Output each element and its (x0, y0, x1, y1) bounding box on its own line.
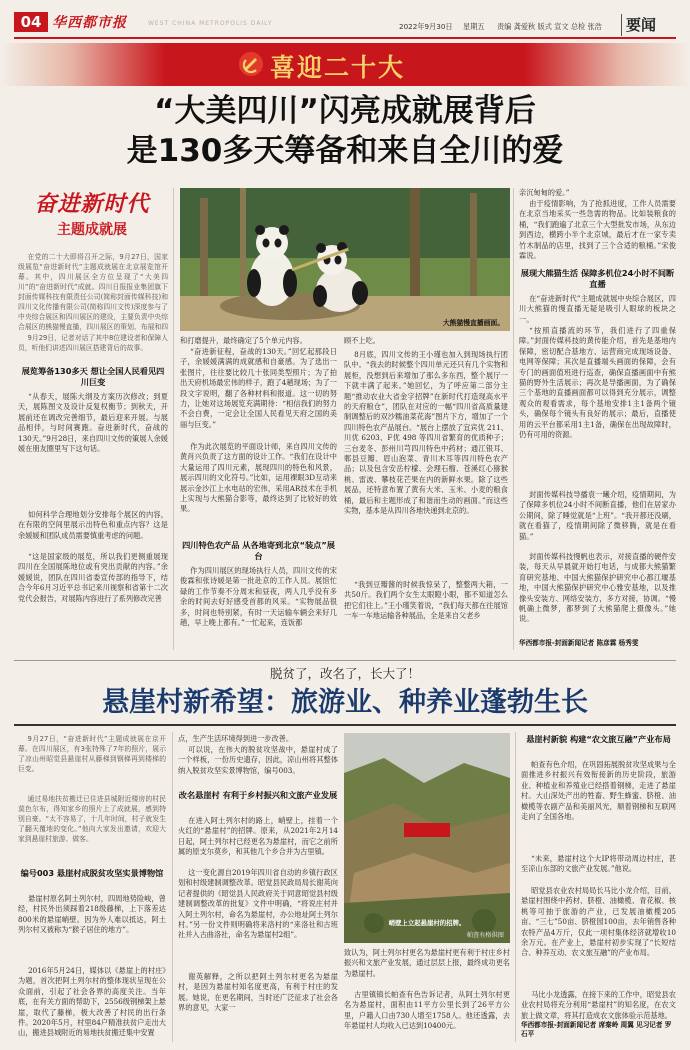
story2-intro-2: 通过易地扶贫搬迁已住进县城附近楼房的村民莫色尔布，得知家乡的照片上了成就展，感到特别自豪。“太不容易了，十几年时间，村子就发生了翻天覆地的变化。”他向大家发出邀请，欢迎大家到悬崖村旅游、做客。 (18, 795, 166, 843)
story1-col4-a: 亲沉甸甸的爱。” (519, 188, 570, 197)
cliff-photo-caption: 峭壁上立起悬崖村的招牌。 (388, 919, 466, 927)
story2-col2-b: 可以说，在伟大的脱贫攻坚战中，悬崖村成了一个样板，一份历史遗存，因此，凉山州将其整体纳入脱贫攻坚实景博物馆，编号003。 (178, 745, 338, 775)
page-number-badge: 04 (14, 12, 48, 32)
story2-col1-b: 2016年5月24日，媒体以《悬崖上的村庄》为题，首次把阿土列尔村的整体现状呈现在公众面前，引起了社会各界的高度关注。当年底，在有关方面的帮助下，2556级钢梯架上悬崖，取代了藤梯，极大改善了村民的出行条件。2020年5月，村里84户精准扶贫户走出大山，搬进县城附近的易地扶贫搬迁集中安置 (18, 966, 166, 1038)
story1-col3-a: 顾不上吃。 (344, 336, 380, 345)
cliff-village-photo (344, 733, 510, 943)
story2-col2-d: 这一变化源自2019年四川省自动的乡镇行政区划和村级建制调整改革。昭觉县民政局局长谢英向记者提供的《昭觉县人民政府关于同意昭觉县村级建制调整改革的批复》文件中明确，“将说庄村并入阿土列尔村，命名为悬崖村，办公地址阿土列尔村。”另一份文件则明确将来洛村的“来洛社和古班社并入古曲洛社，命名为悬崖村2组”。 (178, 868, 338, 940)
story1-col1-p1: “从春天，展陈大纲及方案历次修改；到夏天，展陈图文及设计反复权衡节；到秋天，开展前还在调改完善细节，最后迎来开展。与展品相伴，与时间赛跑。奋进新时代，奋战的130天。”9月28日，来自四川文传的策展人余媛媛在朋友圈里写下这句话。 (18, 392, 168, 454)
column-rule (515, 732, 516, 1042)
headline-line-1: “大美四川”闪亮成就展背后 (154, 93, 536, 129)
issue-weekday: 星期五 (463, 22, 485, 31)
story2-intro: 9月27日，“奋进新时代”主题成就展在京开幕。在四川展区，有3张特殊了7年的照片，展示了凉山州昭觉县悬崖村从藤梯到钢梯再到楼梯的巨变。 (18, 735, 166, 773)
story2-col2-c: 在进入阿土列尔村的路上，峭壁上，挂着一个火红的“悬崖村”的招牌。原来，从2021年2月14日起，阿土列尔村已经更名为悬崖村，而它之前所属的原支尔莫乡，和其他几个乡合并为古里镇。 (178, 816, 338, 857)
story2-col3-a: 致认为，阿土列尔村更名为悬崖村更有利于村庄乡村振兴和文旅产业发展，通过层层上报，最终成功更名为悬崖村。 (344, 948, 510, 978)
story2-col4-d: 马比小龙透露，在接下来的工作中，昭觉县农业农村局将充分利用“悬崖村”的知名度，在农文旅上做文章，将其打造成农文旅体验示范基地。 (521, 990, 676, 1020)
story1-col1-p2: 如何科学合理地划分安排每个展区的内容，在有限的空间里展示出特色和重点内容？这是余媛媛和团队成员需要慎重考虑的问题。 (18, 510, 168, 540)
story1-intro-2: 9月29日，记者对话了其中8位建设者和保障人员，听他们讲述四川展区搭建背后的故事。 (18, 334, 168, 352)
story1-col4-f: 封面传媒科技慢帆也表示，对接直播的硬件安装，每天从早晨就开始打电话，与成都大熊猫繁育研究基地、中国大熊猫保护研究中心都江堰基地，中国大熊猫保护研究中心雅安基地，以及推像头安装方、网络安装方，多方对接，协调。“慢帆确上微梦，都梦到了大熊猫爬上摄像头。”她说。 (519, 552, 676, 624)
story2-col1-a: 悬崖村原名阿土列尔村，四周地势险峻，曾经，村民外出须踩着218级藤梯，上下落差达800米的悬崖峭壁。因为外人难以抵达，阿土列尔村又被称为“猴子居住的地方”。 (18, 894, 166, 935)
section-separator-line (14, 660, 676, 661)
cliff-photo-credit: 帕查有格供图 (466, 932, 504, 939)
story1-subheading-1: 展览筹备130多天 想让全国人民看见四川巨变 (21, 366, 165, 387)
story2-col4-a: 帕查有色介绍，在巩固拓展脱贫攻坚成果与全面推进乡村振兴有效衔接新的历史阶段，旅游业、种植业和养殖业已经搭着钢梯，走进了悬崖村。大山深处产出的牲畜、野生蜂蜜、脐橙、油橄榄等农副产品和美丽风光，顺着钢梯和互联网走向了全国各地。 (521, 760, 676, 822)
paper-name-en: WEST CHINA METROPOLIS DAILY (148, 20, 273, 27)
panda-scene-illustration (180, 188, 510, 331)
story1-col2-c: 作为此次展览的平面设计师，来自四川文传的黄肖兴负责了这方面的设计工作。“我们在设计中大量运用了四川元素，展现四川的特色和风景，展示四川的文化符号。”比如，运用裸眼3D互动来展示金沙江上水电站的宏伟，采用AR技术在手机上实现与大熊猫合影等，最终达到了比较好的效果。 (180, 442, 337, 514)
story2-col4-c: 昭觉县农业农村局局长马比小龙介绍，目前，悬崖村围绕中药材、脐橙、油橄榄、青花椒、核桃等可抽于旅游的产业，已发展油橄榄205亩、“三七”50亩、脐橙园100亩，去年销售各种农特产品4万斤，仅此一项村集体经济就增收10余万元。在产业上，悬崖村初步实现了“长短结合、种养互动、农文旅互融”的产业布局。 (521, 886, 676, 958)
party-emblem-icon (238, 51, 264, 77)
paper-name: 华西都市报 (52, 15, 127, 31)
story2-kicker: 脱贫了，改名了，长大了！ (269, 666, 420, 681)
story2-col4-b: “未来，悬崖村这个大IP将带动周边村庄，甚至凉山东部的文旅产业发展。”他说。 (521, 854, 676, 874)
story1-byline: 华西都市报-封面新闻记者 陈彦霖 杨秀雯 (519, 639, 639, 647)
cliff-village-sign-icon (404, 823, 450, 837)
story2-subheading-3: 悬崖村新貌 构建“农文旅互融”产业布局 (526, 734, 671, 744)
story1-col1-p3: “这是国家级的展览，所以我们更侧重展现四川在全国展陈地位或有突出贡献的内容。”余媛媛说，团队在四川省委宣传部的指导下，结合今年6月习近平总书记来川视察和省第十二次党代会报告，对展陈内容进行了系列修改完善 (18, 552, 168, 603)
story1-col4-d: “按照直播流的环节，我们进行了四重保障。”封面传媒科技的黄传能介绍，首先是基地内保障，密切配合基地方、运营商完成现场设备、电网等保障；其次是直播端头画面的保障，会有专门的画面值班进行巡查，确保直播画面中有熊猫的野外生活展示；再次是导播画面，为了确保三个基地的直播画面都可以得到充分展示，调整观众的观看需求，每个基地安排1主1备两个镜头，确保每个镜头有良好的展示；最后，直播使用的云平台都采用1主1备，确保在出现故障时，仍有可用的资源。 (519, 326, 676, 440)
column-rule (173, 188, 174, 650)
cliff-scene-illustration (344, 733, 510, 943)
story1-subheading-3: 展现大熊猫生活 保障多机位24小时不间断直播 (520, 268, 675, 289)
story1-subheading-2: 四川特色农产品 从各地寄到北京“装点”展台 (182, 540, 335, 561)
story2-subheading-2: 改名悬崖村 有利于乡村振兴和文旅产业发展 (178, 790, 338, 800)
issue-date: 2022年9月30日 (399, 22, 453, 31)
story1-col2-b: “奋进新征程，奋战的130天。”回忆起那段日子，余媛媛满满的成就感和自豪感。为了选出一张图片，往往要比较几十张同类型照片；为了拍出天府机场最宏伟的样子，跑了4趟现场；为了一段文字说明，翻了各种材料和报道。这一切的努力，让她对这场展览充满期待：“相信我们的努力不会白费，一定会让全国人民看见天府之国的美丽与巨变。” (180, 347, 337, 429)
story2-headline: 悬崖村新希望：旅游业、种养业蓬勃生长 (102, 687, 588, 718)
story2-col2-a: 点，生产生活环境得到进一步改善。 (178, 734, 294, 743)
story1-col2-a: 和打磨提升，最终确定了5个单元内容。 (180, 336, 307, 345)
story1-col2-d: 作为四川展区的现场执行人员，四川文传的宋俊霖和张诗媛是第一批赴京的工作人员。展馆忙碌的工作节奏不分周末和昼夜，两人几乎没有多余的时间去好好感受首都的风采。“实物展品很多，时间也特别紧，有时一天运输车辆会来好几趟，早上晚上都有。”一忙起来，连饭都 (180, 566, 337, 628)
section-divider (621, 14, 622, 36)
column-logo-subtitle: 主题成就展 (57, 222, 127, 238)
story1-col3-b: 8月底，四川文传的王小瑾也加入到现场执行团队中。“我去的时候整个四川单元还只有几个实物和展柜，没想到后来增加了那么多东西，整个展厅一下就丰满了起来。”她回忆，为了呼应第二部分主题“推动农业大省金字招牌”在新时代打造现高水平的天府粮仓”，团队在对应的一幅“四川省高质量建制调整后的双沙糯油菜花海”图片下方，增加了一个四川特色农产品展台。“展台上摆放了宜宾优 211、川优 6203、F优 498 等四川省繁育的优质种子；三台麦冬、彭州川芎四川特色中药材；通江银耳、郫县豆瓣、眉山泡菜、青川木耳等四川特色农产品；以及包含安岳柠檬、会理石榴、苍溪红心猕猴桃、雷波、攀枝花芒果在内的新鲜水果。除了这些展品，还特意布置了黄有大米、玉米、小麦的粮食桶，最后和主题形成了和谐而生动的画面。”而这些实物，基本是从四川各地快递到北京的。 (344, 350, 508, 516)
story2-byline: 华西都市报-封面新闻记者 席秦岭 周翼 见习记者 罗石平 (521, 1021, 672, 1038)
story2-subheading-1: 编号003 悬崖村成脱贫攻坚实景博物馆 (20, 868, 164, 878)
story1-col3-c: “我到豆瓣酱的时候我惊呆了，整整两大箱，一共50斤。我们两个女生太眼瞪小眼，都不知道怎么把它们往上。”王小瑾笑着说，“我们每天都在往展馆一车一车地运输各种展品，全是来自父老乡 (344, 580, 508, 621)
story1-col4-b: 由于疫情影响，为了抢抓进度，工作人员需要在北京当地采买一些急需的物品。比如装粮食的桶，“我们跑遍了北京三个大型批发市场，从东边到西边，横跨小半个北京城，最后才在一家专卖竹木制品的店里，找到了三个合适的粮桶。”宋俊霖说。 (519, 199, 676, 261)
column-logo (18, 189, 166, 247)
masthead-rule (14, 37, 676, 39)
story2-col3-b: 古里镇镇长帕查有色告诉记者，从阿土列尔村更名为悬崖村，面积由11平方公里长到了26平方公里，户籍人口由730人增至1758人。他还透露，去年悬崖村人均收入已达到10400元。 (344, 990, 510, 1031)
panda-photo (180, 188, 510, 331)
column-logo-title: 奋进新时代 (34, 191, 150, 217)
headline-line-2: 是130多天筹备和来自全川的爱 (126, 133, 564, 169)
banner-text: 喜迎二十大 (270, 53, 406, 82)
editors: 责编 龚爱秋 版式 宣文 总检 张浩 (497, 22, 602, 31)
section-separator-line (14, 724, 676, 726)
section-name: 要闻 (626, 16, 657, 34)
masthead (0, 0, 690, 40)
banner (0, 43, 690, 86)
story1-col4-e: 封面传媒科技导播袁一曦介绍，疫情期间，为了保障多机位24小时不间断直播，他们在居家办公期间，除了睡觉就是“上班”。“我开都还没刷，就在看猫了，疫情期间除了微移腾，就是在看猫。” (519, 490, 676, 541)
story2-col2-e: 谢英解释，之所以把阿土列尔村更名为悬崖村，是因为悬崖村知名度更高，有利于村庄的发展。她说，在更名期间，当时还广泛征求了社会各界的意见，大家一 (178, 972, 338, 1013)
column-rule (172, 732, 173, 1042)
panda-photo-caption: 大熊猫慢直播画面。 (442, 319, 504, 327)
story1-intro: 在党的二十大即将召开之际，9月27日，国家级展览“奋进新时代”主题成就展在北京展览馆开幕。其中，四川展区全方位呈现了“大美四川”的“奋进新时代”成就。四川日报报业集团旗下封面传媒科技有限责任公司(简称封面传媒科技)和四川文化传播有限公司(简称四川文传)深度参与了中央综合展区和四川展区的建设，主要负责中央综合展区的熊猫慢直播，四川展区的策划、布展和四 (18, 253, 168, 331)
column-rule (513, 188, 514, 650)
story1-col4-c: 在“奋进新时代”主题成就展中央综合展区，四川大熊猫的慢直播无疑是吸引人眼球的板块之一。 (519, 294, 676, 324)
